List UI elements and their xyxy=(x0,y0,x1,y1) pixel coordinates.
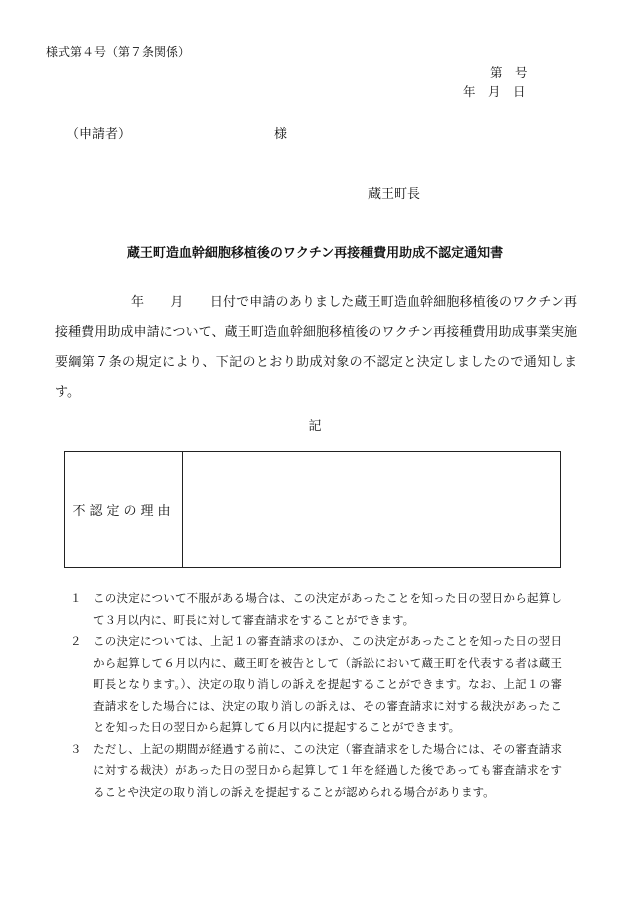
note-item xyxy=(70,588,562,631)
body-text: 年 月 日付で申請のありました蔵王町造血幹細胞移植後のワクチン再接種費用助成申請について、蔵王町造血幹細胞移植後のワクチン再接種費用助成事業実施要綱第７条の規定により、下記のとおり助成対象の不認定と決定しましたので通知します。 xyxy=(55,295,577,400)
reason-table xyxy=(64,451,561,568)
document-title: 蔵王町造血幹細胞移植後のワクチン再接種費用助成不認定通知書 xyxy=(126,246,504,261)
note-text: この決定については、上記１の審査請求のほか、この決定があったことを知った日の翌日から起算して６月以内に、蔵王町を被告として（訴訟において蔵王町を代表する者は蔵王町長となります。）、決定の取り消しの訴えを提起することができます。なお、上記１の審査請求をした場合には、決定の取り消しの訴えは、その審査請求に対する裁決があったことを知った日の翌日から起算して６月以内に提起することができます。 xyxy=(93,634,562,734)
issuer: 蔵王町長 xyxy=(368,187,421,202)
document-date: 年 月 日 xyxy=(463,84,526,99)
ki-label: 記 xyxy=(308,419,322,434)
form-number: 様式第４号（第７条関係） xyxy=(46,45,191,59)
note-number: １ xyxy=(70,591,82,605)
note-text: ただし、上記の期間が経過する前に、この決定（審査請求をした場合には、その審査請求に対する裁決）があった日の翌日から起算して１年を経過した後であっても審査請求をすることや決定の取り消しの訴えを提起することが認められる場合があります。 xyxy=(93,741,562,799)
note-number: ２ xyxy=(70,634,82,648)
note-item xyxy=(70,739,562,804)
note-number: ３ xyxy=(70,741,82,756)
applicant-label: （申請者） xyxy=(66,127,132,142)
notes-list xyxy=(70,588,562,803)
honorific: 様 xyxy=(274,127,288,142)
reason-label: 不認定の理由 xyxy=(65,452,183,568)
document-number: 第 号 xyxy=(490,65,528,80)
note-text: この決定について不服がある場合は、この決定があったことを知った日の翌日から起算して３月以内に、町長に対して審査請求をすることができます。 xyxy=(93,591,562,627)
reason-value xyxy=(183,452,561,568)
note-item xyxy=(70,631,562,739)
